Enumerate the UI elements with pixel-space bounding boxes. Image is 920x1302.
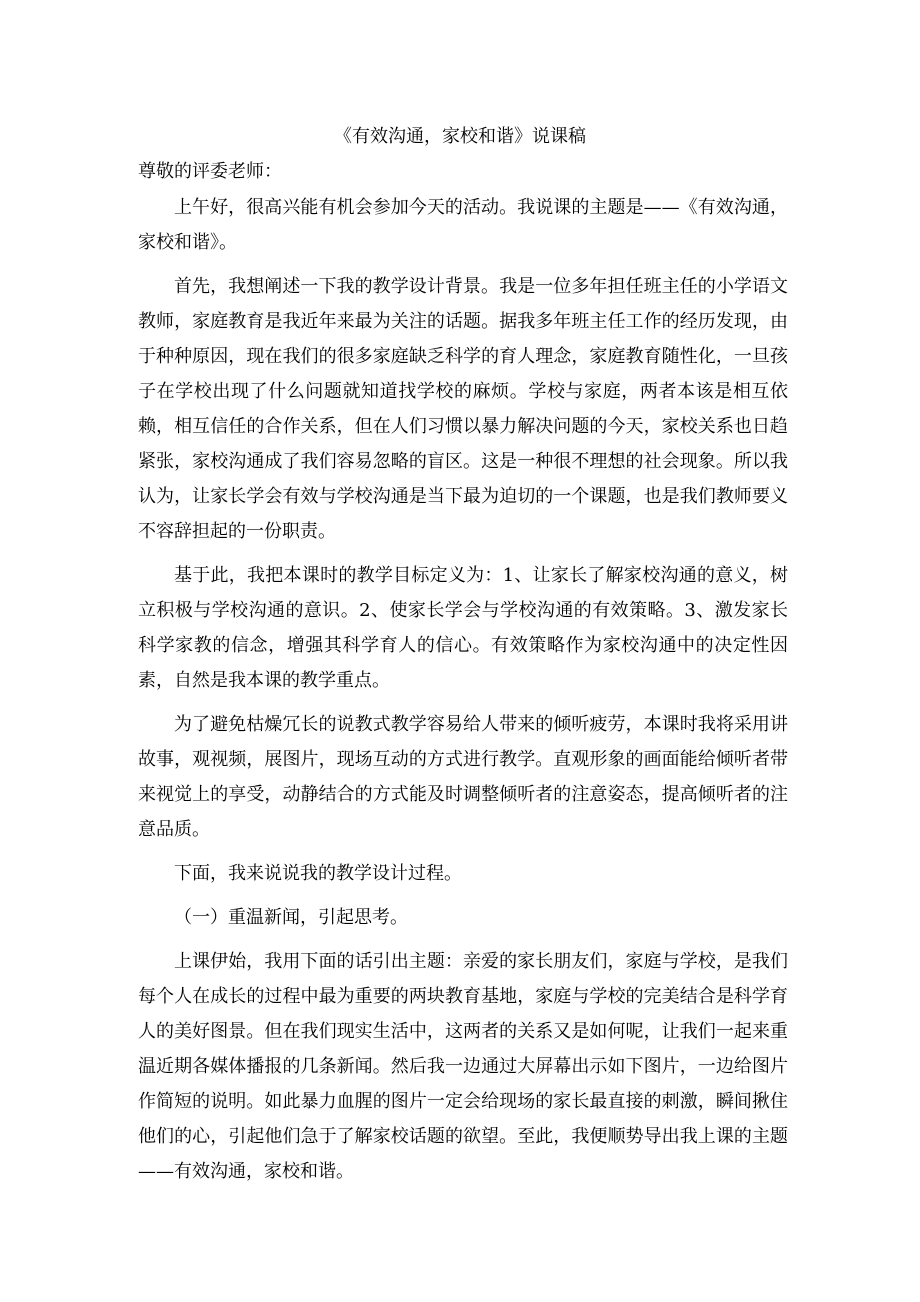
- document-body: [138, 154, 788, 1189]
- paragraph-transition: 下面，我来说说我的教学设计过程。: [174, 863, 462, 884]
- paragraph-section-one: 上课伊始，我用下面的话引出主题：亲爱的家长朋友们，家庭与学校，是我们每个人在成长的过程中最为重要的两块教育基地，家庭与学校的完美结合是科学育人的美好图景。但在我们现实生活中，这两者的关系又是如何呢，让我们一起来重温近期各媒体播报的几条新闻。然后我一边通过大屏幕出示如下图片，一边给图片作简短的说明。如此暴力血腥的图片一定会给现场的家长最直接的刺激，瞬间揪住他们的心，引起他们急于了解家校话题的欲望。至此，我便顺势导出我上课的主题——有效沟通，家校和谐。: [138, 951, 788, 1182]
- paragraph-methods: 为了避免枯燥冗长的说教式教学容易给人带来的倾听疲劳，本课时我将采用讲故事，观视频，展图片，现场互动的方式进行教学。直观形象的画面能给倾听者带来视觉上的享受，动静结合的方式能及时调整倾听者的注意姿态，提高倾听者的注意品质。: [138, 714, 788, 840]
- paragraph-objectives: 基于此，我把本课时的教学目标定义为：1、让家长了解家校沟通的意义，树立积极与学校沟通的意识。2、使家长学会与学校沟通的有效策略。3、激发家长科学家教的信念，增强其科学育人的信心。有效策略作为家校沟通中的决定性因素，自然是我本课的教学重点。: [138, 565, 788, 691]
- paragraph-background: 首先，我想阐述一下我的教学设计背景。我是一位多年担任班主任的小学语文教师，家庭教育是我近年来最为关注的话题。据我多年班主任工作的经历发现，由于种种原因，现在我们的很多家庭缺乏科学的育人理念，家庭教育随性化，一旦孩子在学校出现了什么问题就知道找学校的麻烦。学校与家庭，两者本该是相互依赖，相互信任的合作关系，但在人们习惯以暴力解决问题的今天，家校关系也日趋紧张，家校沟通成了我们容易忽略的盲区。这是一种很不理想的社会现象。所以我认为，让家长学会有效与学校沟通是当下最为迫切的一个课题，也是我们教师要义不容辞担起的一份职责。: [138, 276, 788, 542]
- salutation: 尊敬的评委老师：: [138, 161, 282, 182]
- section-heading: （一）重温新闻，引起思考。: [174, 907, 408, 928]
- paragraph-greeting: 上午好，很高兴能有机会参加今天的活动。我说课的主题是——《有效沟通，家校和谐》。: [138, 197, 788, 253]
- document-title: 《有效沟通，家校和谐》说课稿: [334, 126, 586, 147]
